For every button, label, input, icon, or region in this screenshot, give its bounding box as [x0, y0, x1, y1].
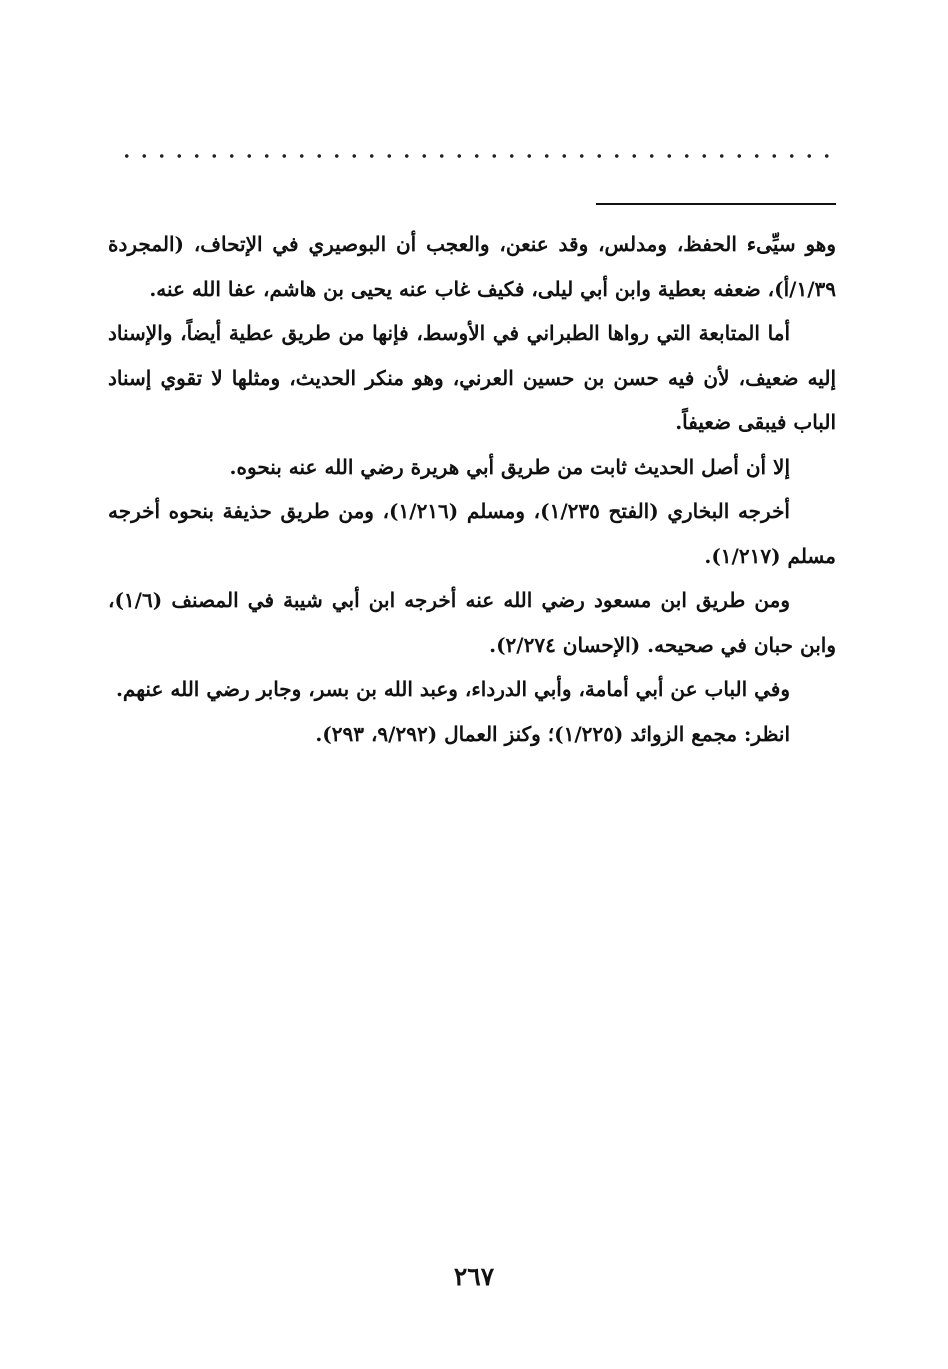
footnote-paragraph: أما المتابعة التي رواها الطبراني في الأوسط، فإنها من طريق عطية أيضاً، والإسناد إليه ضعيف، لأن فيه حسن بن حسين العرني، وهو منكر الحديث، ومثلها لا تقوي إسناد الباب فيبقى ضعيفاً. — [108, 321, 836, 434]
footnote-paragraph: إلا أن أصل الحديث ثابت من طريق أبي هريرة رضي الله عنه بنحوه. — [229, 454, 790, 479]
footnote-paragraph: انظر: مجمع الزوائد (١/٢٢٥)؛ وكنز العمال (٩/٢٩٢، ٢٩٣). — [315, 721, 790, 746]
footnote-paragraph: ومن طريق ابن مسعود رضي الله عنه أخرجه ابن أبي شيبة في المصنف (١/٦)، وابن حبان في صحيحه. (الإحسان ٢/٢٧٤). — [108, 588, 836, 657]
footnote-paragraph: أخرجه البخاري (الفتح ١/٢٣٥)، ومسلم (١/٢١٦)، ومن طريق حذيفة بنحوه أخرجه مسلم (١/٢١٧). — [108, 499, 836, 568]
footnote-paragraph: وهو سيِّىء الحفظ، ومدلس، وقد عنعن، والعجب أن البوصيري في الإتحاف، (المجردة ١/٣٩/أ)، ضعفه بعطية وابن أبي ليلى، فكيف غاب عنه يحيى بن هاشم، عفا الله عنه. — [108, 232, 836, 301]
page-number: ٢٦٧ — [453, 1262, 495, 1291]
footnote-paragraph: وفي الباب عن أبي أمامة، وأبي الدرداء، وعبد الله بن بسر، وجابر رضي الله عنهم. — [115, 677, 790, 701]
footnote-rule — [596, 203, 836, 205]
dotted-separator — [118, 146, 836, 166]
footnotes-block — [108, 222, 836, 756]
